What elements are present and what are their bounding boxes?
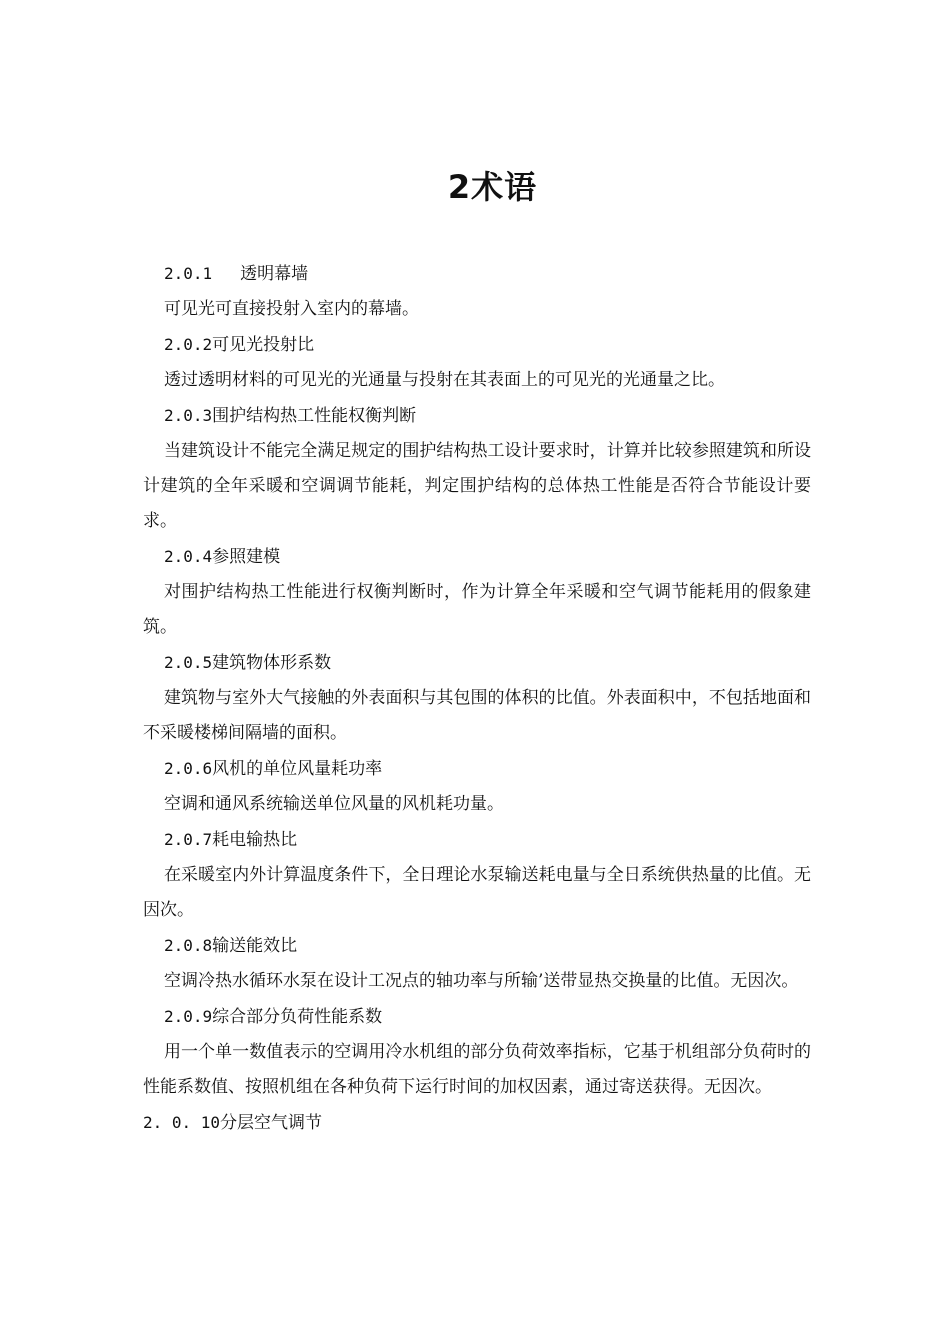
term-name: 参照建模 — [212, 547, 281, 567]
term-heading — [143, 822, 811, 858]
term-number: 2.0.9 — [164, 1007, 213, 1026]
terms-list — [143, 256, 811, 1141]
term-number: 2.0.7 — [164, 830, 213, 849]
term-number: 2.0.6 — [164, 759, 213, 778]
term-definition: 空调和通风系统输送单位风量的风机耗功量。 — [164, 794, 504, 814]
term-heading — [143, 1105, 811, 1141]
term-number: 2.0.8 — [164, 936, 213, 955]
term-definition: 空调冷热水循环水泵在设计工况点的轴功率与所输’送带显热交换量的比值。无因次。 — [164, 971, 799, 991]
term-number: 2.0.3 — [164, 406, 213, 425]
term-heading — [143, 928, 811, 964]
term-heading — [143, 256, 811, 292]
term-name: 风机的单位风量耗功率 — [212, 759, 383, 779]
term-heading — [143, 645, 811, 681]
term-name: 分层空气调节 — [220, 1113, 323, 1133]
term-number: 2. 0. 10 — [143, 1113, 221, 1132]
term-definition: 可见光可直接投射入室内的幕墙。 — [164, 299, 419, 319]
term-number: 2.0.5 — [164, 653, 213, 672]
term-name: 建筑物体形系数 — [212, 653, 332, 673]
term-number: 2.0.1 — [164, 264, 213, 283]
term-number: 2.0.4 — [164, 547, 213, 566]
term-name: 耗电输热比 — [212, 830, 298, 850]
term-definition: 当建筑设计不能完全满足规定的围护结构热工设计要求时，计算并比较参照建筑和所设计建筑的全年采暖和空调调节能耗，判定围护结构的总体热工性能是否符合节能设计要求。 — [143, 441, 811, 531]
term-heading — [143, 327, 811, 363]
term-heading — [143, 539, 811, 575]
term-definition: 建筑物与室外大气接触的外表面积与其包围的体积的比值。外表面积中，不包括地面和不采暖楼梯间隔墙的面积。 — [143, 688, 811, 743]
term-number: 2.0.2 — [164, 335, 213, 354]
term-name: 可见光投射比 — [212, 335, 315, 355]
term-heading — [143, 999, 811, 1035]
term-name: 输送能效比 — [212, 936, 298, 956]
term-name: 透明幕墙 — [240, 264, 309, 284]
term-definition: 在采暖室内外计算温度条件下，全日理论水泵输送耗电量与全日系统供热量的比值。无因次。 — [143, 865, 811, 920]
term-name: 围护结构热工性能权衡判断 — [212, 406, 417, 426]
term-definition: 用一个单一数值表示的空调用冷水机组的部分负荷效率指标，它基于机组部分负荷时的性能系数值、按照机组在各种负荷下运行时间的加权因素，通过寄送获得。无因次。 — [143, 1042, 811, 1097]
term-definition: 透过透明材料的可见光的光通量与投射在其表面上的可见光的光通量之比。 — [164, 370, 725, 390]
term-heading — [143, 751, 811, 787]
term-name: 综合部分负荷性能系数 — [212, 1007, 383, 1027]
term-definition: 对围护结构热工性能进行权衡判断时，作为计算全年采暖和空气调节能耗用的假象建筑。 — [143, 582, 811, 637]
page-title: 2术语 — [447, 168, 538, 206]
term-heading — [143, 398, 811, 434]
